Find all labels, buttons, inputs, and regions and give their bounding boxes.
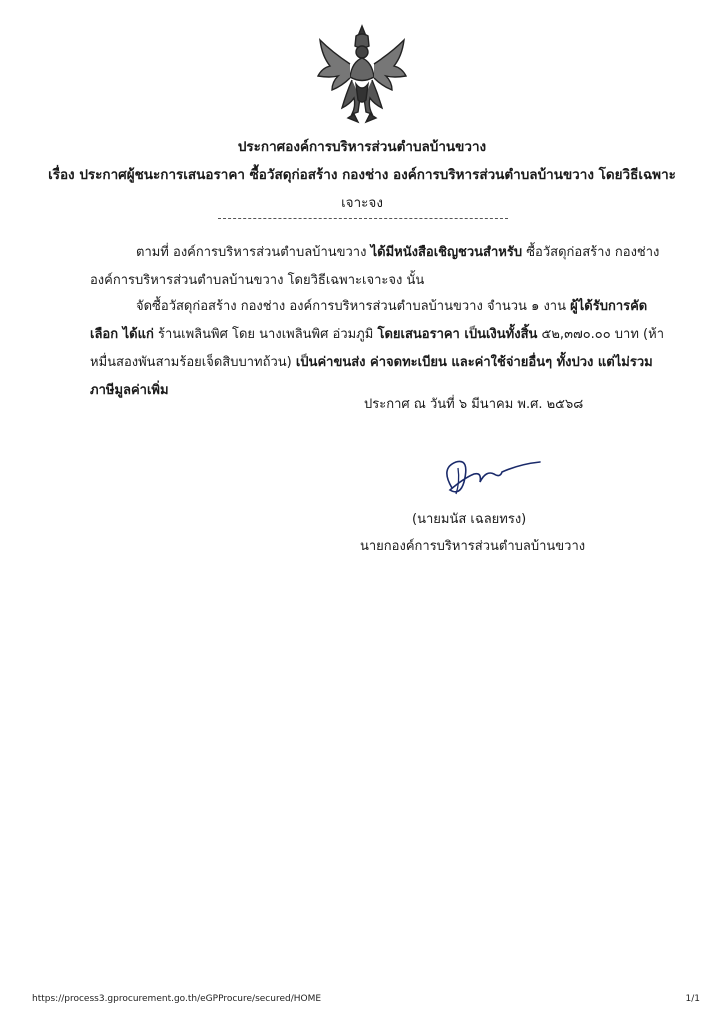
footer-url: https://process3.gprocurement.go.th/eGPProcure/secured/HOME xyxy=(32,994,322,1004)
paragraph-invitation-text-b: ได้มีหนังสือเชิญชวนสำหรับ xyxy=(370,245,523,260)
announcement-date: ประกาศ ณ วันที่ ๖ มีนาคม พ.ศ. ๒๕๖๘ xyxy=(364,397,584,412)
signer-name: (นายมนัส เฉลยทรง) xyxy=(412,512,527,527)
paragraph-winner-text-b: ผู้ได้รับการคัดเลือก ได้แก่ xyxy=(90,299,648,342)
paragraph-winner-text-c: ร้านเพลินพิศ โดย นางเพลินพิศ อ่วมภูมิ xyxy=(153,327,378,342)
header-divider xyxy=(218,218,508,219)
signature-mark xyxy=(430,448,550,508)
announcement-subject-continued: เจาะจง xyxy=(341,195,383,211)
paragraph-winner-text-a: จัดซื้อวัสดุก่อสร้าง กองช่าง องค์การบริหารส่วนตำบลบ้านขวาง จำนวน ๑ งาน xyxy=(136,299,571,314)
paragraph-winner-text-f: เป็นค่าขนส่ง ค่าจดทะเบียน และค่าใช้จ่ายอื่นๆ ทั้งปวง แต่ไม่รวมภาษีมูลค่าเพิ่ม xyxy=(90,355,653,398)
announcement-title: ประกาศองค์การบริหารส่วนตำบลบ้านขวาง xyxy=(237,139,487,155)
paragraph-winner xyxy=(90,293,674,405)
garuda-emblem-icon xyxy=(312,22,412,127)
paragraph-winner-text-e: ๕๒,๓๗๐.๐๐ บาท (ห้าหมื่นสองพันสามร้อยเจ็ดสิบบาทถ้วน) xyxy=(90,327,664,370)
paragraph-winner-text-d: โดยเสนอราคา เป็นเงินทั้งสิ้น xyxy=(377,327,538,342)
paragraph-invitation-text-a: ตามที่ องค์การบริหารส่วนตำบลบ้านขวาง xyxy=(136,245,371,260)
footer-page-number: 1/1 xyxy=(685,994,700,1004)
paragraph-invitation xyxy=(90,239,674,295)
signer-title: นายกองค์การบริหารส่วนตำบลบ้านขวาง xyxy=(360,539,586,554)
announcement-subject: เรื่อง ประกาศผู้ชนะการเสนอราคา ซื้อวัสดุก่อสร้าง กองช่าง องค์การบริหารส่วนตำบลบ้านขวาง โดยวิธีเฉพาะ xyxy=(48,167,676,183)
paragraph-invitation-text-c: ซื้อวัสดุก่อสร้าง กองช่าง องค์การบริหารส่วนตำบลบ้านขวาง โดยวิธีเฉพาะเจาะจง นั้น xyxy=(90,245,660,288)
